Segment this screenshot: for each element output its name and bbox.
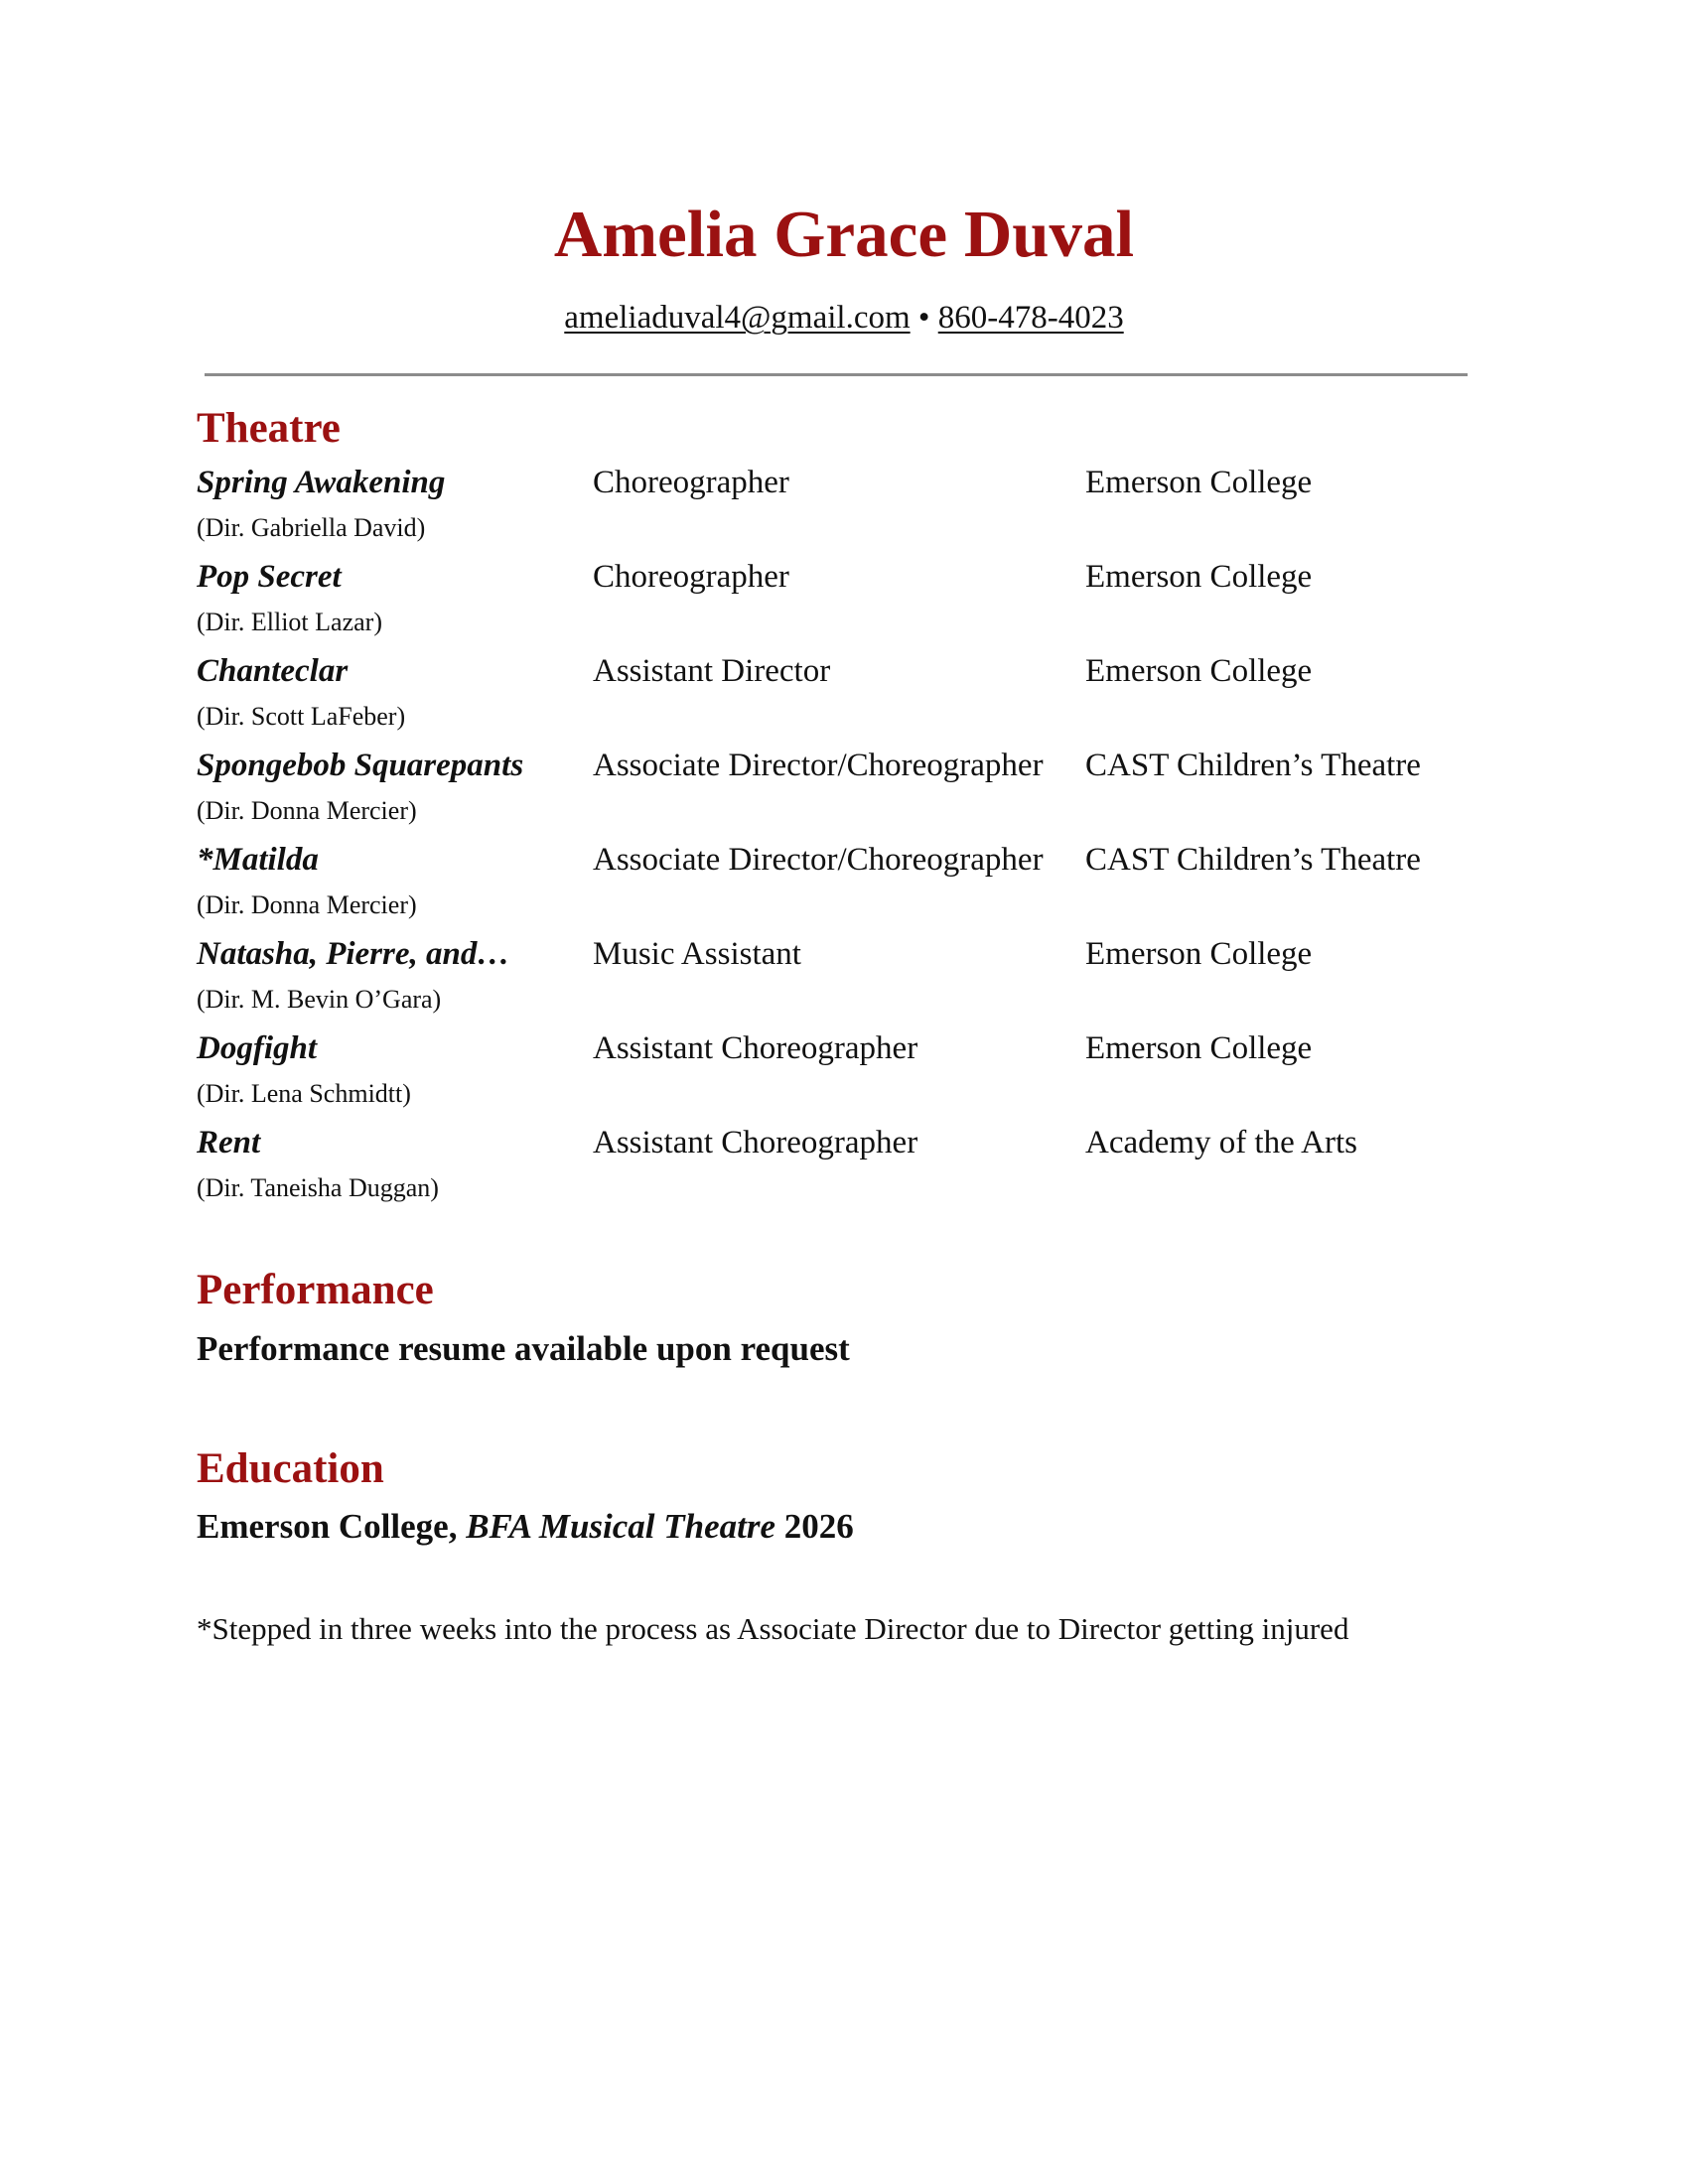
credit-role: Associate Director/Choreographer xyxy=(593,842,1044,878)
credit-role: Assistant Choreographer xyxy=(593,1125,918,1160)
section-title-theatre: Theatre xyxy=(197,405,341,452)
credit-venue: CAST Children’s Theatre xyxy=(1085,748,1421,783)
email-link[interactable]: ameliaduval4@gmail.com xyxy=(564,300,911,336)
performance-note: Performance resume available upon request xyxy=(197,1329,850,1368)
resume-name: Amelia Grace Duval xyxy=(553,198,1135,271)
credit-show: Spring Awakening xyxy=(197,465,446,500)
credit-venue: Emerson College xyxy=(1085,559,1313,595)
credit-director: (Dir. Taneisha Duggan) xyxy=(197,1173,439,1202)
credit-venue: Emerson College xyxy=(1085,465,1313,500)
credit-row xyxy=(0,649,1688,744)
education-entry xyxy=(197,1504,854,1550)
credit-show: Dogfight xyxy=(197,1030,318,1066)
credit-venue: Emerson College xyxy=(1085,653,1313,689)
education-year: 2026 xyxy=(783,1507,854,1546)
credit-director: (Dir. Donna Mercier) xyxy=(197,890,417,919)
credit-row xyxy=(0,1026,1688,1121)
credit-director: (Dir. Donna Mercier) xyxy=(197,796,417,825)
section-title-education: Education xyxy=(197,1445,384,1492)
header-divider xyxy=(205,373,1468,376)
footnote: *Stepped in three weeks into the process as Associate Director due to Director getting injured xyxy=(197,1611,1349,1646)
credit-row xyxy=(0,555,1688,649)
section-title-performance: Performance xyxy=(197,1267,434,1313)
credit-row xyxy=(0,461,1688,555)
contact-line xyxy=(0,296,1688,340)
credit-venue: Emerson College xyxy=(1085,936,1313,972)
phone-link[interactable]: 860-478-4023 xyxy=(937,300,1124,336)
credit-director: (Dir. Scott LaFeber) xyxy=(197,702,406,731)
credit-role: Choreographer xyxy=(593,465,789,500)
credit-director: (Dir. M. Bevin O’Gara) xyxy=(197,985,442,1014)
credit-director: (Dir. Elliot Lazar) xyxy=(197,608,382,636)
credit-role: Assistant Director xyxy=(593,653,831,689)
credit-venue: Academy of the Arts xyxy=(1085,1125,1358,1160)
credit-show: Chanteclar xyxy=(197,653,349,689)
credit-row xyxy=(0,932,1688,1026)
education-degree: BFA Musical Theatre xyxy=(466,1507,776,1546)
credit-row xyxy=(0,744,1688,838)
credit-role: Associate Director/Choreographer xyxy=(593,748,1044,783)
credit-role: Music Assistant xyxy=(593,936,801,972)
credit-show: Pop Secret xyxy=(197,559,342,595)
credit-row xyxy=(0,838,1688,932)
credit-show: Natasha, Pierre, and… xyxy=(197,936,510,972)
credit-show: *Matilda xyxy=(197,842,319,878)
credit-director: (Dir. Gabriella David) xyxy=(197,513,426,542)
contact-separator: • xyxy=(917,300,930,336)
credit-show: Rent xyxy=(197,1125,261,1160)
credit-director: (Dir. Lena Schmidtt) xyxy=(197,1079,411,1108)
credit-row xyxy=(0,1121,1688,1215)
credit-role: Assistant Choreographer xyxy=(593,1030,918,1066)
credit-show: Spongebob Squarepants xyxy=(197,748,524,783)
credit-venue: CAST Children’s Theatre xyxy=(1085,842,1421,878)
credit-role: Choreographer xyxy=(593,559,789,595)
credit-venue: Emerson College xyxy=(1085,1030,1313,1066)
education-school: Emerson College, xyxy=(197,1507,458,1546)
